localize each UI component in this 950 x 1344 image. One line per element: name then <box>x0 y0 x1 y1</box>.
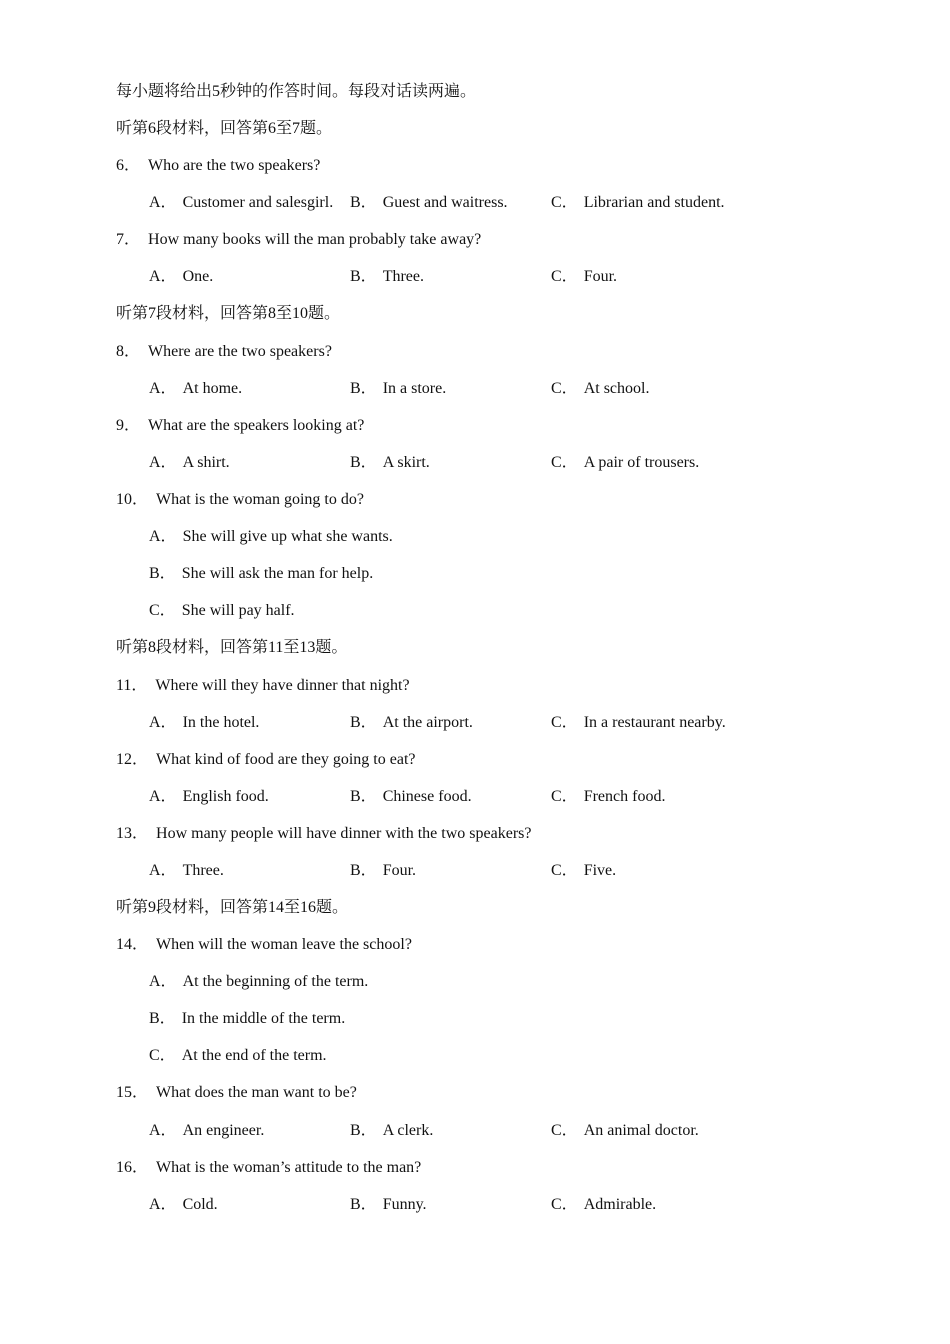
option-text: English food. <box>182 788 269 805</box>
option-a <box>149 192 333 214</box>
option-label: C． <box>551 268 578 285</box>
question-text: What kind of food are they going to eat? <box>156 751 416 768</box>
option-text: French food. <box>583 788 666 805</box>
option-text: In a store. <box>382 380 447 397</box>
option-text: Customer and salesgirl. <box>182 194 334 211</box>
question-number: 9． <box>116 417 141 434</box>
question-number: 14． <box>116 936 149 953</box>
option-text: Guest and waitress. <box>382 194 508 211</box>
question-text: Where will they have dinner that night? <box>155 677 410 694</box>
option-label: C． <box>551 788 578 805</box>
option-c <box>551 452 699 474</box>
option-label: C． <box>551 714 578 731</box>
option-text: At the beginning of the term. <box>182 973 369 990</box>
option-label: C． <box>149 1047 176 1064</box>
section-heading: 听第6段材料，回答第6至7题。 <box>116 120 333 137</box>
question-number: 16． <box>116 1159 149 1176</box>
option-label: A． <box>149 380 177 397</box>
question-stem <box>116 934 412 956</box>
option-label: A． <box>149 862 177 879</box>
option-text: One. <box>182 268 214 285</box>
option-label: B． <box>350 1122 377 1139</box>
option-text: A skirt. <box>382 454 430 471</box>
option-text: She will ask the man for help. <box>181 565 374 582</box>
option-text: A clerk. <box>382 1122 434 1139</box>
option-text: In the hotel. <box>182 714 260 731</box>
question-text: How many books will the man probably take away? <box>148 231 482 248</box>
option-a <box>149 860 224 882</box>
option-b <box>350 266 424 288</box>
section-heading: 听第9段材料，回答第14至16题。 <box>116 899 349 916</box>
option-a <box>149 971 368 993</box>
option-c <box>551 860 616 882</box>
question-text: What is the woman’s attitude to the man? <box>156 1159 422 1176</box>
option-label: B． <box>350 194 377 211</box>
option-text: In the middle of the term. <box>181 1010 346 1027</box>
option-label: B． <box>350 1196 377 1213</box>
question-stem <box>116 489 364 511</box>
question-text: Where are the two speakers? <box>148 343 332 360</box>
option-label: B． <box>149 565 176 582</box>
option-a <box>149 378 242 400</box>
question-stem <box>116 675 410 697</box>
question-stem <box>116 1082 357 1104</box>
option-a <box>149 526 393 548</box>
option-label: A． <box>149 268 177 285</box>
option-label: A． <box>149 194 177 211</box>
question-stem <box>116 415 364 437</box>
question-text: What are the speakers looking at? <box>148 417 365 434</box>
option-b <box>350 1120 433 1142</box>
option-c <box>551 712 726 734</box>
option-c <box>551 266 617 288</box>
option-label: C． <box>551 454 578 471</box>
option-label: A． <box>149 973 177 990</box>
option-text: At the airport. <box>382 714 473 731</box>
question-number: 8． <box>116 343 141 360</box>
option-text: Three. <box>182 862 224 879</box>
option-c <box>551 1194 656 1216</box>
option-text: A shirt. <box>182 454 230 471</box>
option-b <box>149 1008 345 1030</box>
question-stem <box>116 229 481 251</box>
question-number: 11． <box>116 677 148 694</box>
option-text: Admirable. <box>583 1196 657 1213</box>
option-c <box>551 192 725 214</box>
option-text: Four. <box>382 862 417 879</box>
option-a <box>149 1194 218 1216</box>
option-b <box>350 192 508 214</box>
option-text: At school. <box>583 380 650 397</box>
option-label: C． <box>551 1196 578 1213</box>
option-label: A． <box>149 714 177 731</box>
option-b <box>350 1194 427 1216</box>
option-text: Cold. <box>182 1196 218 1213</box>
section-heading: 听第7段材料，回答第8至10题。 <box>116 305 341 322</box>
option-c <box>551 1120 699 1142</box>
instructions-line: 每小题将给出5秒钟的作答时间。每段对话读两遍。 <box>116 83 477 100</box>
option-b <box>149 563 373 585</box>
option-b <box>350 452 430 474</box>
option-text: Funny. <box>382 1196 427 1213</box>
option-a <box>149 786 269 808</box>
option-label: B． <box>350 380 377 397</box>
option-text: An engineer. <box>182 1122 265 1139</box>
option-label: C． <box>551 862 578 879</box>
option-text: She will give up what she wants. <box>182 528 393 545</box>
option-label: A． <box>149 1196 177 1213</box>
option-label: B． <box>149 1010 176 1027</box>
question-text: What does the man want to be? <box>156 1084 357 1101</box>
option-label: A． <box>149 1122 177 1139</box>
section-heading: 听第8段材料，回答第11至13题。 <box>116 639 348 656</box>
option-text: At home. <box>182 380 243 397</box>
option-a <box>149 452 230 474</box>
option-c <box>551 786 665 808</box>
option-label: C． <box>551 380 578 397</box>
option-label: A． <box>149 528 177 545</box>
option-text: Four. <box>583 268 618 285</box>
option-label: C． <box>551 1122 578 1139</box>
question-text: When will the woman leave the school? <box>156 936 412 953</box>
question-stem <box>116 155 320 177</box>
question-number: 7． <box>116 231 141 248</box>
option-b <box>350 860 416 882</box>
option-label: B． <box>350 788 377 805</box>
option-b <box>350 786 472 808</box>
option-label: C． <box>551 194 578 211</box>
option-text: Five. <box>583 862 617 879</box>
question-text: What is the woman going to do? <box>156 491 364 508</box>
option-text: At the end of the term. <box>181 1047 327 1064</box>
option-label: A． <box>149 788 177 805</box>
option-text: In a restaurant nearby. <box>583 714 726 731</box>
question-text: How many people will have dinner with the two speakers? <box>156 825 532 842</box>
option-label: B． <box>350 268 377 285</box>
option-text: A pair of trousers. <box>583 454 700 471</box>
question-number: 12． <box>116 751 149 768</box>
option-label: C． <box>149 602 176 619</box>
option-c <box>149 600 295 622</box>
option-c <box>551 378 649 400</box>
option-text: Chinese food. <box>382 788 472 805</box>
option-label: B． <box>350 714 377 731</box>
question-stem <box>116 823 531 845</box>
option-text: Librarian and student. <box>583 194 725 211</box>
question-number: 10． <box>116 491 149 508</box>
question-text: Who are the two speakers? <box>148 157 321 174</box>
question-stem <box>116 1157 421 1179</box>
option-label: A． <box>149 454 177 471</box>
question-stem <box>116 341 332 363</box>
option-a <box>149 712 259 734</box>
option-b <box>350 378 446 400</box>
option-label: B． <box>350 454 377 471</box>
option-a <box>149 266 213 288</box>
question-stem <box>116 749 415 771</box>
question-number: 13． <box>116 825 149 842</box>
option-text: Three. <box>382 268 424 285</box>
option-c <box>149 1045 327 1067</box>
question-number: 15． <box>116 1084 149 1101</box>
option-b <box>350 712 473 734</box>
option-text: She will pay half. <box>181 602 295 619</box>
option-a <box>149 1120 264 1142</box>
option-text: An animal doctor. <box>583 1122 699 1139</box>
option-label: B． <box>350 862 377 879</box>
question-number: 6． <box>116 157 141 174</box>
